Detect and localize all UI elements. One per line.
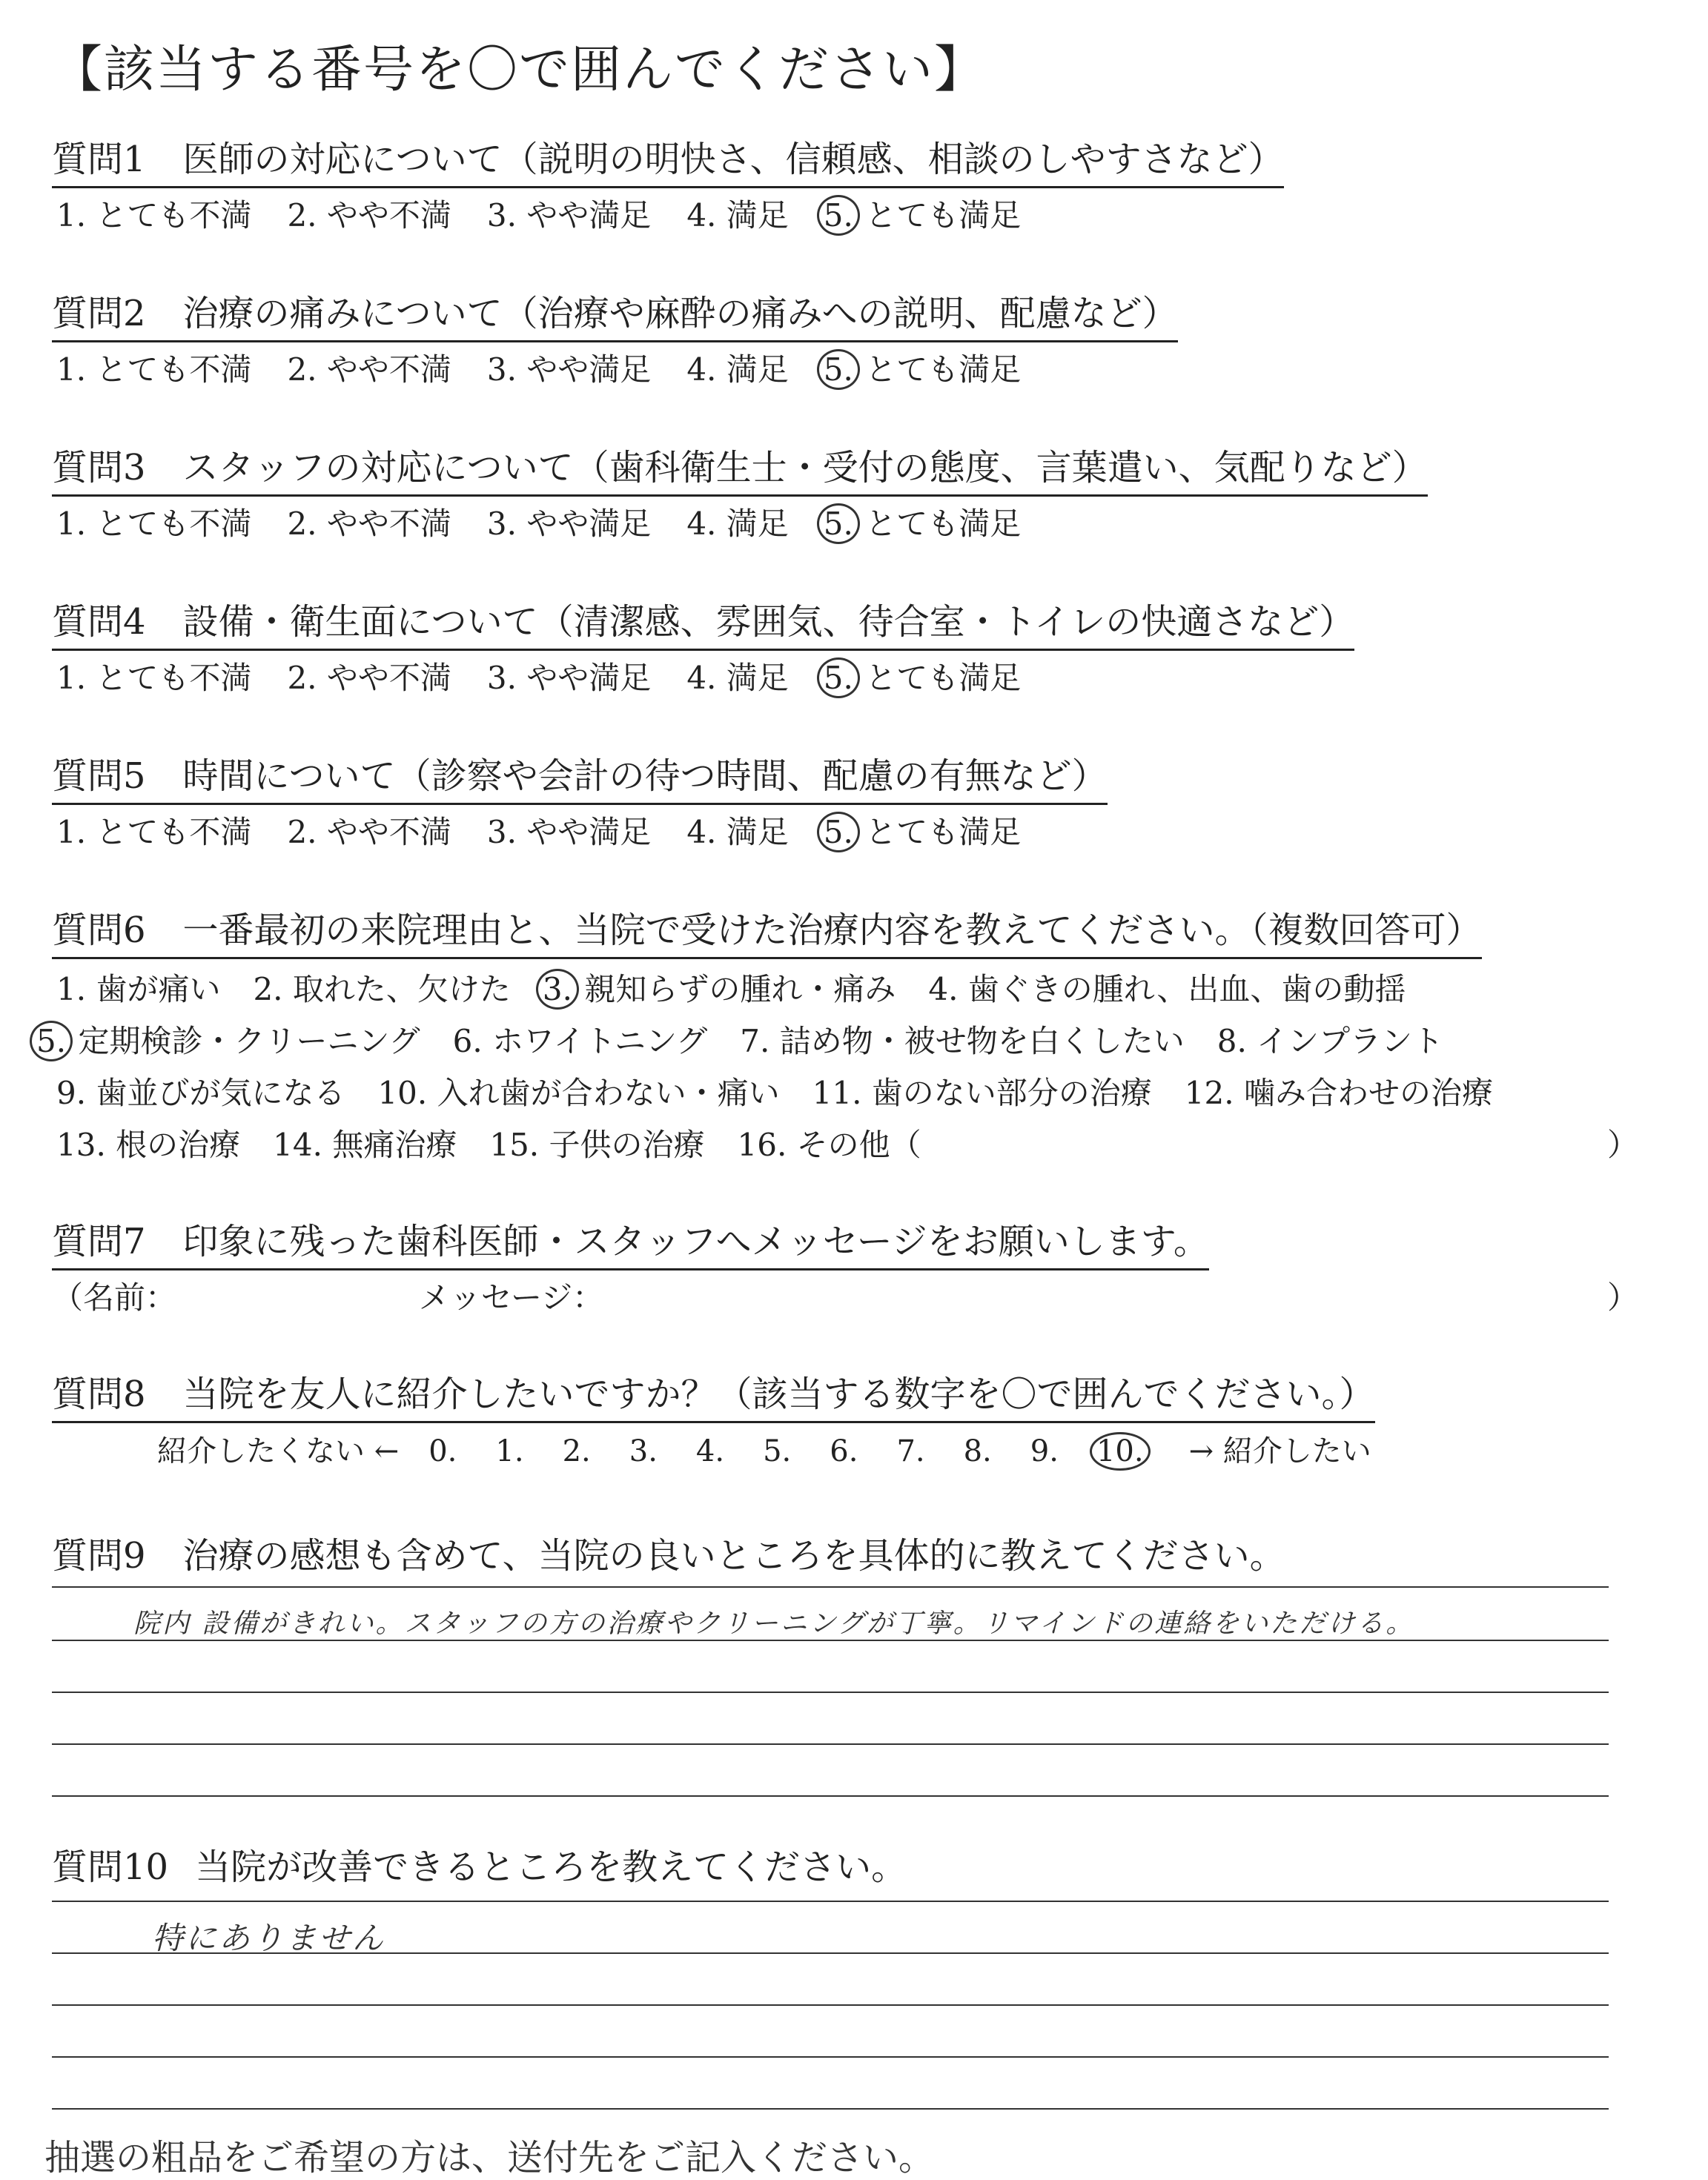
option-label: その他（ — [796, 1127, 921, 1163]
circled-number: 5. — [817, 812, 860, 852]
answer-line — [52, 2056, 1609, 2058]
other-close-paren: ） — [1607, 1127, 1639, 1163]
option-label: 歯ぐきの腫れ、出血、歯の動揺 — [967, 971, 1406, 1007]
q6-option-8[interactable] — [1217, 1017, 1443, 1061]
question-6-row-4 — [56, 1121, 954, 1165]
option-4[interactable]: 4. 満足 — [686, 351, 789, 388]
option-5-label: とても満足 — [865, 814, 1022, 850]
name-field-label: （名前： — [52, 1279, 177, 1316]
option-3[interactable]: 3. やや満足 — [486, 506, 652, 542]
scale-1[interactable]: 1. — [495, 1434, 524, 1468]
message-field-label: メッセージ： — [418, 1279, 604, 1316]
question-6-row-2 — [37, 1017, 1476, 1061]
question-6-label: 質問6 — [52, 910, 146, 951]
scale-7[interactable]: 7. — [896, 1434, 925, 1468]
q6-option-6[interactable] — [453, 1017, 708, 1061]
q6-option-5-selected[interactable] — [37, 1017, 420, 1061]
answer-line — [52, 2108, 1609, 2110]
option-number: 9. — [56, 1075, 87, 1111]
question-4-label: 質問4 — [52, 601, 146, 643]
option-number: 1. — [56, 971, 87, 1007]
scale-8[interactable]: 8. — [963, 1434, 992, 1468]
q6-option-1[interactable] — [56, 965, 220, 1010]
question-6-row-1 — [56, 965, 1438, 1010]
option-label: 無痛治療 — [332, 1127, 457, 1163]
q6-option-3-selected[interactable] — [543, 965, 896, 1010]
option-label: 定期検診・クリーニング — [78, 1023, 420, 1059]
scale-3[interactable]: 3. — [629, 1434, 658, 1468]
answer-line — [52, 2004, 1609, 2006]
question-1-title — [52, 130, 1284, 188]
question-3-label: 質問3 — [52, 447, 146, 488]
q6-option-11[interactable] — [812, 1069, 1152, 1113]
option-number: 2. — [253, 971, 283, 1007]
question-7-title — [52, 1213, 1209, 1270]
question-10-text: 当院が改善できるところを教えてください。 — [195, 1846, 907, 1888]
question-4-text: 設備・衛生面について（清潔感、雰囲気、待合室・トイレの快適さなど） — [182, 601, 1355, 643]
question-3-title — [52, 439, 1428, 497]
option-2[interactable]: 2. やや不満 — [287, 351, 451, 388]
question-8-scale — [157, 1428, 1371, 1471]
question-2-text: 治療の痛みについて（治療や麻酔の痛みへの説明、配慮など） — [182, 293, 1178, 334]
scale-6[interactable]: 6. — [830, 1434, 858, 1468]
question-6-text: 一番最初の来院理由と、当院で受けた治療内容を教えてください。（複数回答可） — [182, 910, 1482, 951]
q6-option-4[interactable] — [928, 965, 1406, 1010]
q6-option-2[interactable] — [253, 965, 510, 1010]
option-number: 16. — [737, 1127, 787, 1163]
question-7-label: 質問7 — [52, 1221, 146, 1262]
q6-option-12[interactable] — [1185, 1069, 1493, 1113]
footer-note: 抽選の粗品をご希望の方は、送付先をご記入ください。 — [44, 2137, 935, 2179]
scale-4[interactable]: 4. — [695, 1434, 725, 1468]
question-8-text: 当院を友人に紹介したいですか？（該当する数字を〇で囲んでください。） — [182, 1374, 1375, 1415]
question-9-label: 質問9 — [52, 1535, 146, 1577]
question-4-options — [56, 654, 1056, 698]
option-5-label: とても満足 — [865, 506, 1022, 542]
question-7-text: 印象に残った歯科医師・スタッフへメッセージをお願いします。 — [182, 1221, 1209, 1262]
option-4[interactable]: 4. 満足 — [686, 814, 789, 850]
question-1-text: 医師の対応について（説明の明快さ、信頼感、相談のしやすさなど） — [182, 139, 1284, 180]
question-10-handwritten-answer[interactable]: 特にありません — [152, 1920, 386, 1956]
question-2-options — [56, 345, 1056, 390]
scale-5[interactable]: 5. — [763, 1434, 792, 1468]
circled-number: 3. — [536, 969, 579, 1010]
option-5-label: とても満足 — [865, 197, 1022, 233]
question-9-title — [52, 1527, 1285, 1583]
question-2-title — [52, 285, 1178, 342]
option-number: 8. — [1217, 1023, 1247, 1059]
option-label: 歯並びが気になる — [96, 1075, 345, 1111]
q6-option-10[interactable] — [377, 1069, 779, 1113]
scale-10-selected[interactable]: 10. — [1090, 1432, 1151, 1471]
answer-line — [52, 1692, 1609, 1693]
option-1[interactable]: 1. とても不満 — [56, 197, 252, 233]
question-5-options — [56, 808, 1056, 852]
question-5-title — [52, 747, 1108, 805]
question-8-title — [52, 1365, 1375, 1423]
option-5-selected[interactable] — [824, 808, 1021, 852]
question-9-handwritten-answer[interactable]: 院内 設備がきれい。スタッフの方の治療やクリーニングが丁寧。リマインドの連絡をいただける。 — [133, 1609, 1415, 1639]
answer-line — [52, 1901, 1609, 1902]
question-9-text: 治療の感想も含めて、当院の良いところを具体的に教えてください。 — [182, 1535, 1285, 1577]
option-3[interactable]: 3. やや満足 — [486, 660, 652, 696]
option-label: ホワイトニング — [492, 1023, 708, 1059]
answer-line — [52, 1743, 1609, 1745]
option-label: 噛み合わせの治療 — [1243, 1075, 1493, 1111]
option-number: 12. — [1184, 1075, 1234, 1111]
option-3[interactable]: 3. やや満足 — [486, 197, 652, 233]
option-5-selected[interactable] — [824, 191, 1021, 236]
option-number: 7. — [740, 1023, 770, 1059]
circled-number: 5. — [30, 1021, 73, 1061]
option-label: 入れ歯が合わない・痛い — [437, 1075, 780, 1111]
page-title: 【該当する番号を〇で囲んでください】 — [52, 41, 987, 99]
question-8-label: 質問8 — [52, 1374, 146, 1415]
option-label: 子供の治療 — [549, 1127, 705, 1163]
scale-2[interactable]: 2. — [562, 1434, 591, 1468]
question-3-options — [56, 500, 1056, 544]
question-1-label: 質問1 — [52, 139, 146, 180]
q6-option-13[interactable] — [56, 1121, 240, 1165]
question-4-title — [52, 593, 1354, 651]
question-5-label: 質問5 — [52, 755, 146, 797]
question-7-answer-row — [52, 1273, 603, 1318]
option-label: 根の治療 — [116, 1127, 241, 1163]
answer-line — [52, 1795, 1609, 1797]
question-6-title — [52, 901, 1482, 959]
option-4[interactable]: 4. 満足 — [686, 660, 789, 696]
option-number: 4. — [928, 971, 959, 1007]
option-number: 14. — [273, 1127, 322, 1163]
option-5-label: とても満足 — [865, 660, 1022, 696]
q6-option-15[interactable] — [489, 1121, 704, 1165]
option-4[interactable]: 4. 満足 — [686, 506, 789, 542]
option-4[interactable]: 4. 満足 — [686, 197, 789, 233]
question-10-label: 質問10 — [52, 1846, 169, 1888]
scale-left-label: 紹介したくない ← — [157, 1434, 400, 1468]
question-2-label: 質問2 — [52, 293, 146, 334]
circled-number: 5. — [817, 195, 860, 236]
option-5-selected[interactable] — [824, 345, 1021, 390]
option-1[interactable]: 1. とても不満 — [56, 506, 252, 542]
scale-9[interactable]: 9. — [1030, 1434, 1059, 1468]
question-3-text: スタッフの対応について（歯科衛生士・受付の態度、言葉遣い、気配りなど） — [182, 447, 1428, 488]
scale-right-label: → 紹介したい — [1188, 1434, 1371, 1468]
q6-option-7[interactable] — [740, 1017, 1184, 1061]
question-5-text: 時間について（診察や会計の待つ時間、配慮の有無など） — [182, 755, 1108, 797]
option-1[interactable]: 1. とても不満 — [56, 351, 252, 388]
circled-number: 5. — [817, 503, 860, 544]
option-number: 13. — [56, 1127, 106, 1163]
option-number: 15. — [489, 1127, 540, 1163]
option-2[interactable]: 2. やや不満 — [287, 660, 451, 696]
option-2[interactable]: 2. やや不満 — [287, 506, 451, 542]
answer-line — [52, 1640, 1609, 1641]
option-label: 取れた、欠けた — [292, 971, 511, 1007]
answer-line — [52, 1952, 1609, 1954]
option-label: 歯が痛い — [96, 971, 221, 1007]
option-2[interactable]: 2. やや不満 — [287, 814, 451, 850]
message-close-paren: ） — [1607, 1279, 1639, 1316]
option-label: インプラント — [1257, 1023, 1444, 1059]
option-number: 10. — [377, 1075, 428, 1111]
circled-number: 5. — [817, 657, 860, 698]
option-5-selected[interactable] — [824, 500, 1021, 544]
option-label: 詰め物・被せ物を白くしたい — [779, 1023, 1185, 1059]
option-1[interactable]: 1. とても不満 — [56, 660, 252, 696]
q6-option-14[interactable] — [273, 1121, 457, 1165]
option-1[interactable]: 1. とても不満 — [56, 814, 252, 850]
option-number: 6. — [452, 1023, 483, 1059]
option-3[interactable]: 3. やや満足 — [486, 351, 652, 388]
option-label: 歯のない部分の治療 — [871, 1075, 1152, 1111]
option-2[interactable]: 2. やや不満 — [287, 197, 451, 233]
q6-option-16[interactable] — [738, 1121, 921, 1165]
question-10-title — [52, 1838, 907, 1894]
question-6-row-3 — [56, 1069, 1526, 1113]
scale-0[interactable]: 0. — [428, 1434, 457, 1468]
option-5-selected[interactable] — [824, 654, 1021, 698]
option-number: 11. — [812, 1075, 862, 1111]
option-label: 親知らずの腫れ・痛み — [584, 971, 896, 1007]
circled-number: 5. — [817, 349, 860, 390]
answer-line — [52, 1586, 1609, 1588]
q6-option-9[interactable] — [56, 1069, 345, 1113]
option-3[interactable]: 3. やや満足 — [486, 814, 652, 850]
question-1-options — [56, 191, 1056, 236]
option-5-label: とても満足 — [865, 351, 1022, 388]
